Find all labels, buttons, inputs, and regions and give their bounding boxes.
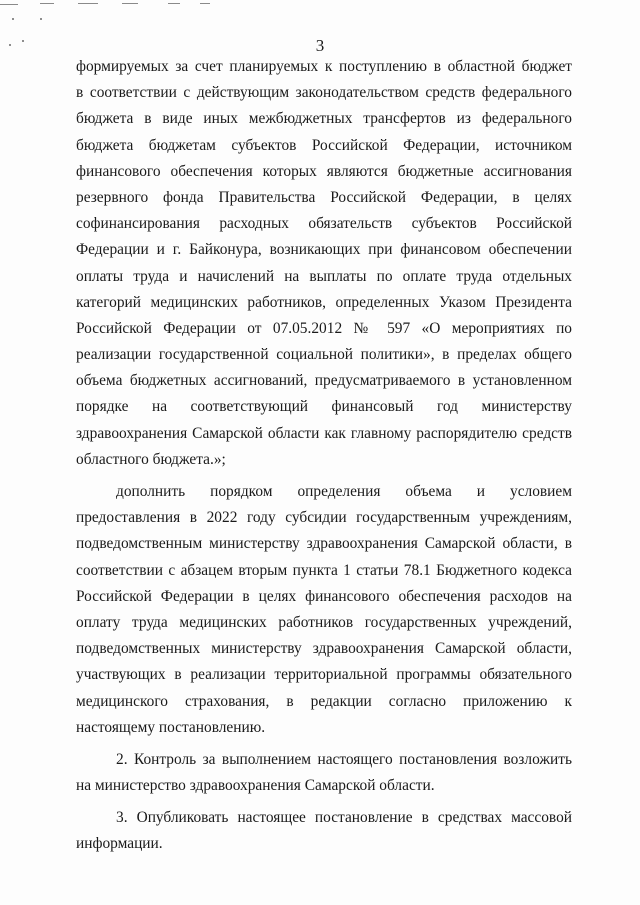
text-line: здравоохранения Самарской области как главному распорядителю средств <box>76 424 572 442</box>
text-line: в соответствии с действующим законодательством средств федерального <box>76 84 572 102</box>
scan-artifact-line <box>168 3 180 4</box>
text-line: 3. Опубликовать настоящее постановление в средствах массовой <box>116 809 572 827</box>
text-line: Федерации и г. Байконура, возникающих при финансовом обеспечении <box>76 241 572 259</box>
paragraph <box>76 805 572 857</box>
text-line: участвующих в реализации территориальной программы обязательного <box>76 666 572 684</box>
text-line: оплату труда медицинских работников государственных учреждений, <box>76 613 572 631</box>
text-line: бюджета в виде иных межбюджетных трансфертов из федерального <box>76 110 572 128</box>
scan-artifact-line <box>78 3 98 4</box>
text-line: порядке на соответствующий финансовый год министерству <box>76 398 572 416</box>
text-line: объема бюджетных ассигнований, предусматриваемого в установленном <box>76 372 572 390</box>
text-line: на министерство здравоохранения Самарской области. <box>76 777 435 795</box>
text-line: подведомственным министерству здравоохранения Самарской области, в <box>76 535 572 553</box>
page-number: 3 <box>315 36 325 55</box>
text-line: 2. Контроль за выполнением настоящего постановления возложить <box>116 750 572 768</box>
scan-artifact-line <box>0 4 18 5</box>
text-line: областного бюджета.»; <box>76 450 226 468</box>
text-line: реализации государственной социальной политики», в пределах общего <box>76 346 572 364</box>
paragraph <box>76 747 572 799</box>
scan-artifact-line <box>200 3 210 4</box>
text-line: предоставления в 2022 году субсидии государственным учреждениям, <box>76 509 572 527</box>
scan-artifact-line <box>40 3 54 4</box>
text-line: резервного фонда Правительства Российской Федерации, в целях <box>76 188 572 206</box>
paragraph <box>76 54 572 473</box>
text-line: категорий медицинских работников, определенных Указом Президента <box>76 293 572 311</box>
text-line: медицинского страхования, в редакции согласно приложению к <box>76 692 572 710</box>
text-line: бюджета бюджетам субъектов Российской Федерации, источником <box>76 136 572 154</box>
scan-artifact-dot <box>40 18 42 20</box>
text-line: подведомственных министерству здравоохранения Самарской области, <box>76 640 572 658</box>
text-line: софинансирования расходных обязательств субъектов Российской <box>76 215 572 233</box>
paragraph <box>76 479 572 741</box>
text-line: Российской Федерации в целях финансового обеспечения расходов на <box>76 587 572 605</box>
text-line: соответствии с абзацем вторым пункта 1 статьи 78.1 Бюджетного кодекса <box>76 561 572 579</box>
text-line: дополнить порядком определения объема и условием <box>116 483 572 500</box>
text-line: настоящему постановлению. <box>76 718 266 736</box>
text-line: Российской Федерации от 07.05.2012 № 597 «О мероприятиях по <box>76 319 572 337</box>
text-line: формируемых за счет планируемых к поступлению в областной бюджет <box>76 58 572 75</box>
text-line: финансового обеспечения которых являются бюджетные ассигнования <box>76 162 572 180</box>
scan-artifact-line <box>122 3 138 4</box>
text-line: информации. <box>76 835 163 853</box>
scan-artifact-dot <box>12 18 14 20</box>
text-line: оплаты труда и начислений на выплаты по оплате труда отдельных <box>76 267 572 285</box>
document-body <box>76 54 572 858</box>
